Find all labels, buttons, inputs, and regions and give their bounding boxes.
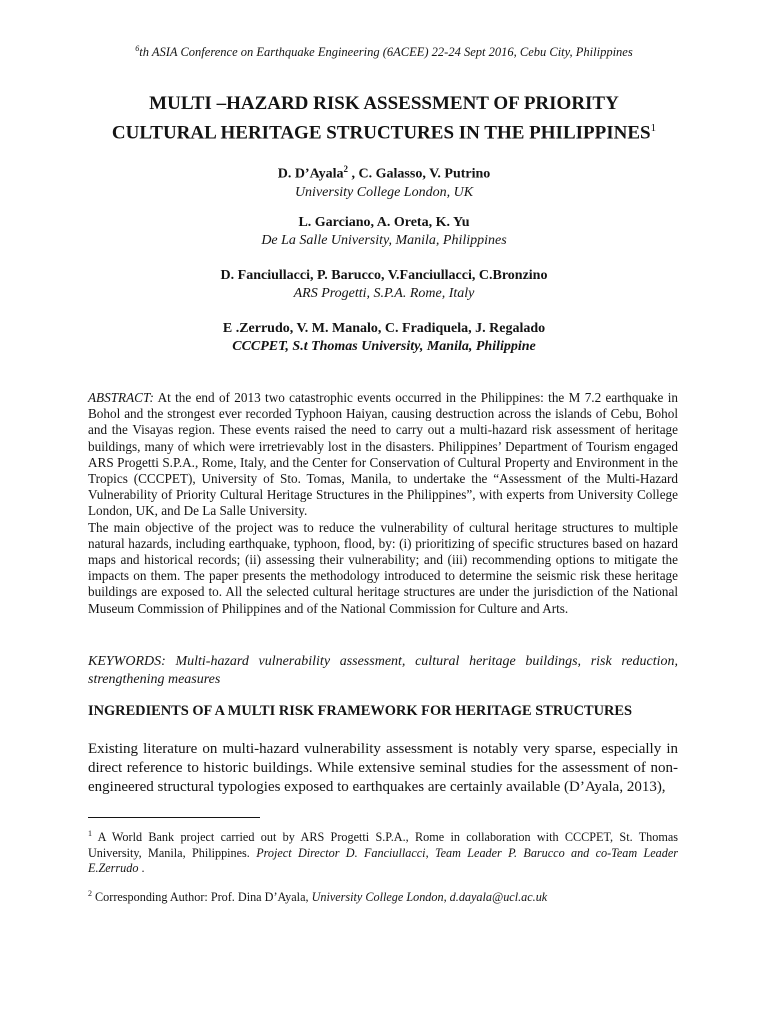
footnote-2: $^2$ Corresponding Author: Prof. Dina D’Ayala, University College London, d.dayala@ucl.ac.uk (88, 889, 548, 905)
footnote-1: $^1$ A World Bank project carried out by ARS Progetti S.P.A., Rome in collaboration with CCCPET, St. Thomas University, Manila, Philippines. Project Director D. Fanciullacci, Team Leader P. Barucco and co-Team Leader E.Zerrudo . (88, 829, 678, 876)
author-group-ucl (0, 160, 768, 202)
author-affiliation: De La Salle University, Manila, Philippines (261, 233, 507, 248)
footnote-divider (88, 817, 260, 818)
section-heading: INGREDIENTS OF A MULTI RISK FRAMEWORK FOR HERITAGE STRUCTURES (88, 703, 633, 719)
author-group-dlsu (0, 214, 768, 250)
body-paragraph: Existing literature on multi-hazard vulnerability assessment is notably very sparse, especially in direct reference to historic buildings. While extensive seminal studies for the assessment of non-engineered structural typologies exposed to earthquakes are certainly available (D’Ayala, 2013), (88, 741, 678, 795)
author-names: L. Garciano, A. Oreta, K. Yu (298, 215, 470, 230)
header-ordinal: 6 (135, 44, 140, 53)
title-line-1: MULTI –HAZARD RISK ASSESSMENT OF PRIORITY (149, 93, 619, 114)
author-affiliation: University College London, UK (294, 184, 474, 200)
paper-title (60, 92, 708, 145)
author-names: D. D’Ayala$^2$ , C. Galasso, V. Putrino (277, 164, 491, 182)
author-affiliation: CCCPET, S.t Thomas University, Manila, Philippine (232, 339, 536, 354)
footnote-mark: 2 (88, 889, 92, 898)
author-group-ars (0, 267, 768, 303)
header-text: th ASIA Conference on Earthquake Engineering (6ACEE) 22-24 Sept 2016, Cebu City, Philippines (139, 45, 633, 60)
footnote-mark: 1 (88, 829, 92, 838)
abstract-paragraph-2: The main objective of the project was to reduce the vulnerability of cultural heritage structures to multiple natural hazards, including earthquake, typhoon, flood, by: (i) prioritizing of specific structures based on hazard maps and historical records; (ii) assessing their vulnerability; and (iii) recommending options to mitigate the impacts on them. The paper presents the methodology introduced to determine the seismic risk these heritage buildings are exposed to. All the selected cultural heritage structures are under the jurisdiction of the National Museum Commission of Philippines and of the National Commission for Culture and Arts. (88, 519, 678, 616)
abstract-label: ABSTRACT: (88, 390, 154, 405)
keywords-label: KEYWORDS (88, 654, 162, 669)
conference-header (0, 44, 768, 60)
title-line-2: CULTURAL HERITAGE STRUCTURES IN THE PHILIPPINES (111, 122, 651, 144)
keywords (88, 653, 678, 689)
corresponding-author-mark: 2 (343, 164, 349, 174)
abstract-paragraph-1: ABSTRACT: At the end of 2013 two catastrophic events occurred in the Philippines: the M 7.2 earthquake in Bohol and the strongest ever recorded Typhoon Haiyan, causing destruction across the islands of Cebu, Bohol and the Visayas region. These events raised the need to carry out a multi-hazard risk assessment of heritage buildings, many of which were irretrievably lost in the disasters. Philippines’ Department of Tourism engaged ARS Progetti S.P.A., Rome, Italy, and the Center for Conservation of Cultural Property and Environment in the Tropics (CCCPET), University of Sto. Tomas, Manila, to undertake the “Assessment of the Multi-Hazard Vulnerability of Priority Cultural Heritage Structures in the Philippines”, with experts from University College London, UK, and De La Salle University. (88, 390, 678, 519)
author-names: E .Zerrudo, V. M. Manalo, C. Fradiquela, J. Regalado (222, 321, 546, 336)
abstract (88, 390, 678, 617)
title-footnote-mark: 1 (650, 122, 657, 134)
author-affiliation: ARS Progetti, S.P.A. Rome, Italy (293, 286, 475, 301)
author-names: D. Fanciullacci, P. Barucco, V.Fanciullacci, C.Bronzino (220, 268, 548, 283)
author-group-cccpet (0, 320, 768, 356)
keywords-text: : Multi-hazard vulnerability assessment, cultural heritage buildings, risk reduction, strengthening measures (88, 654, 678, 687)
